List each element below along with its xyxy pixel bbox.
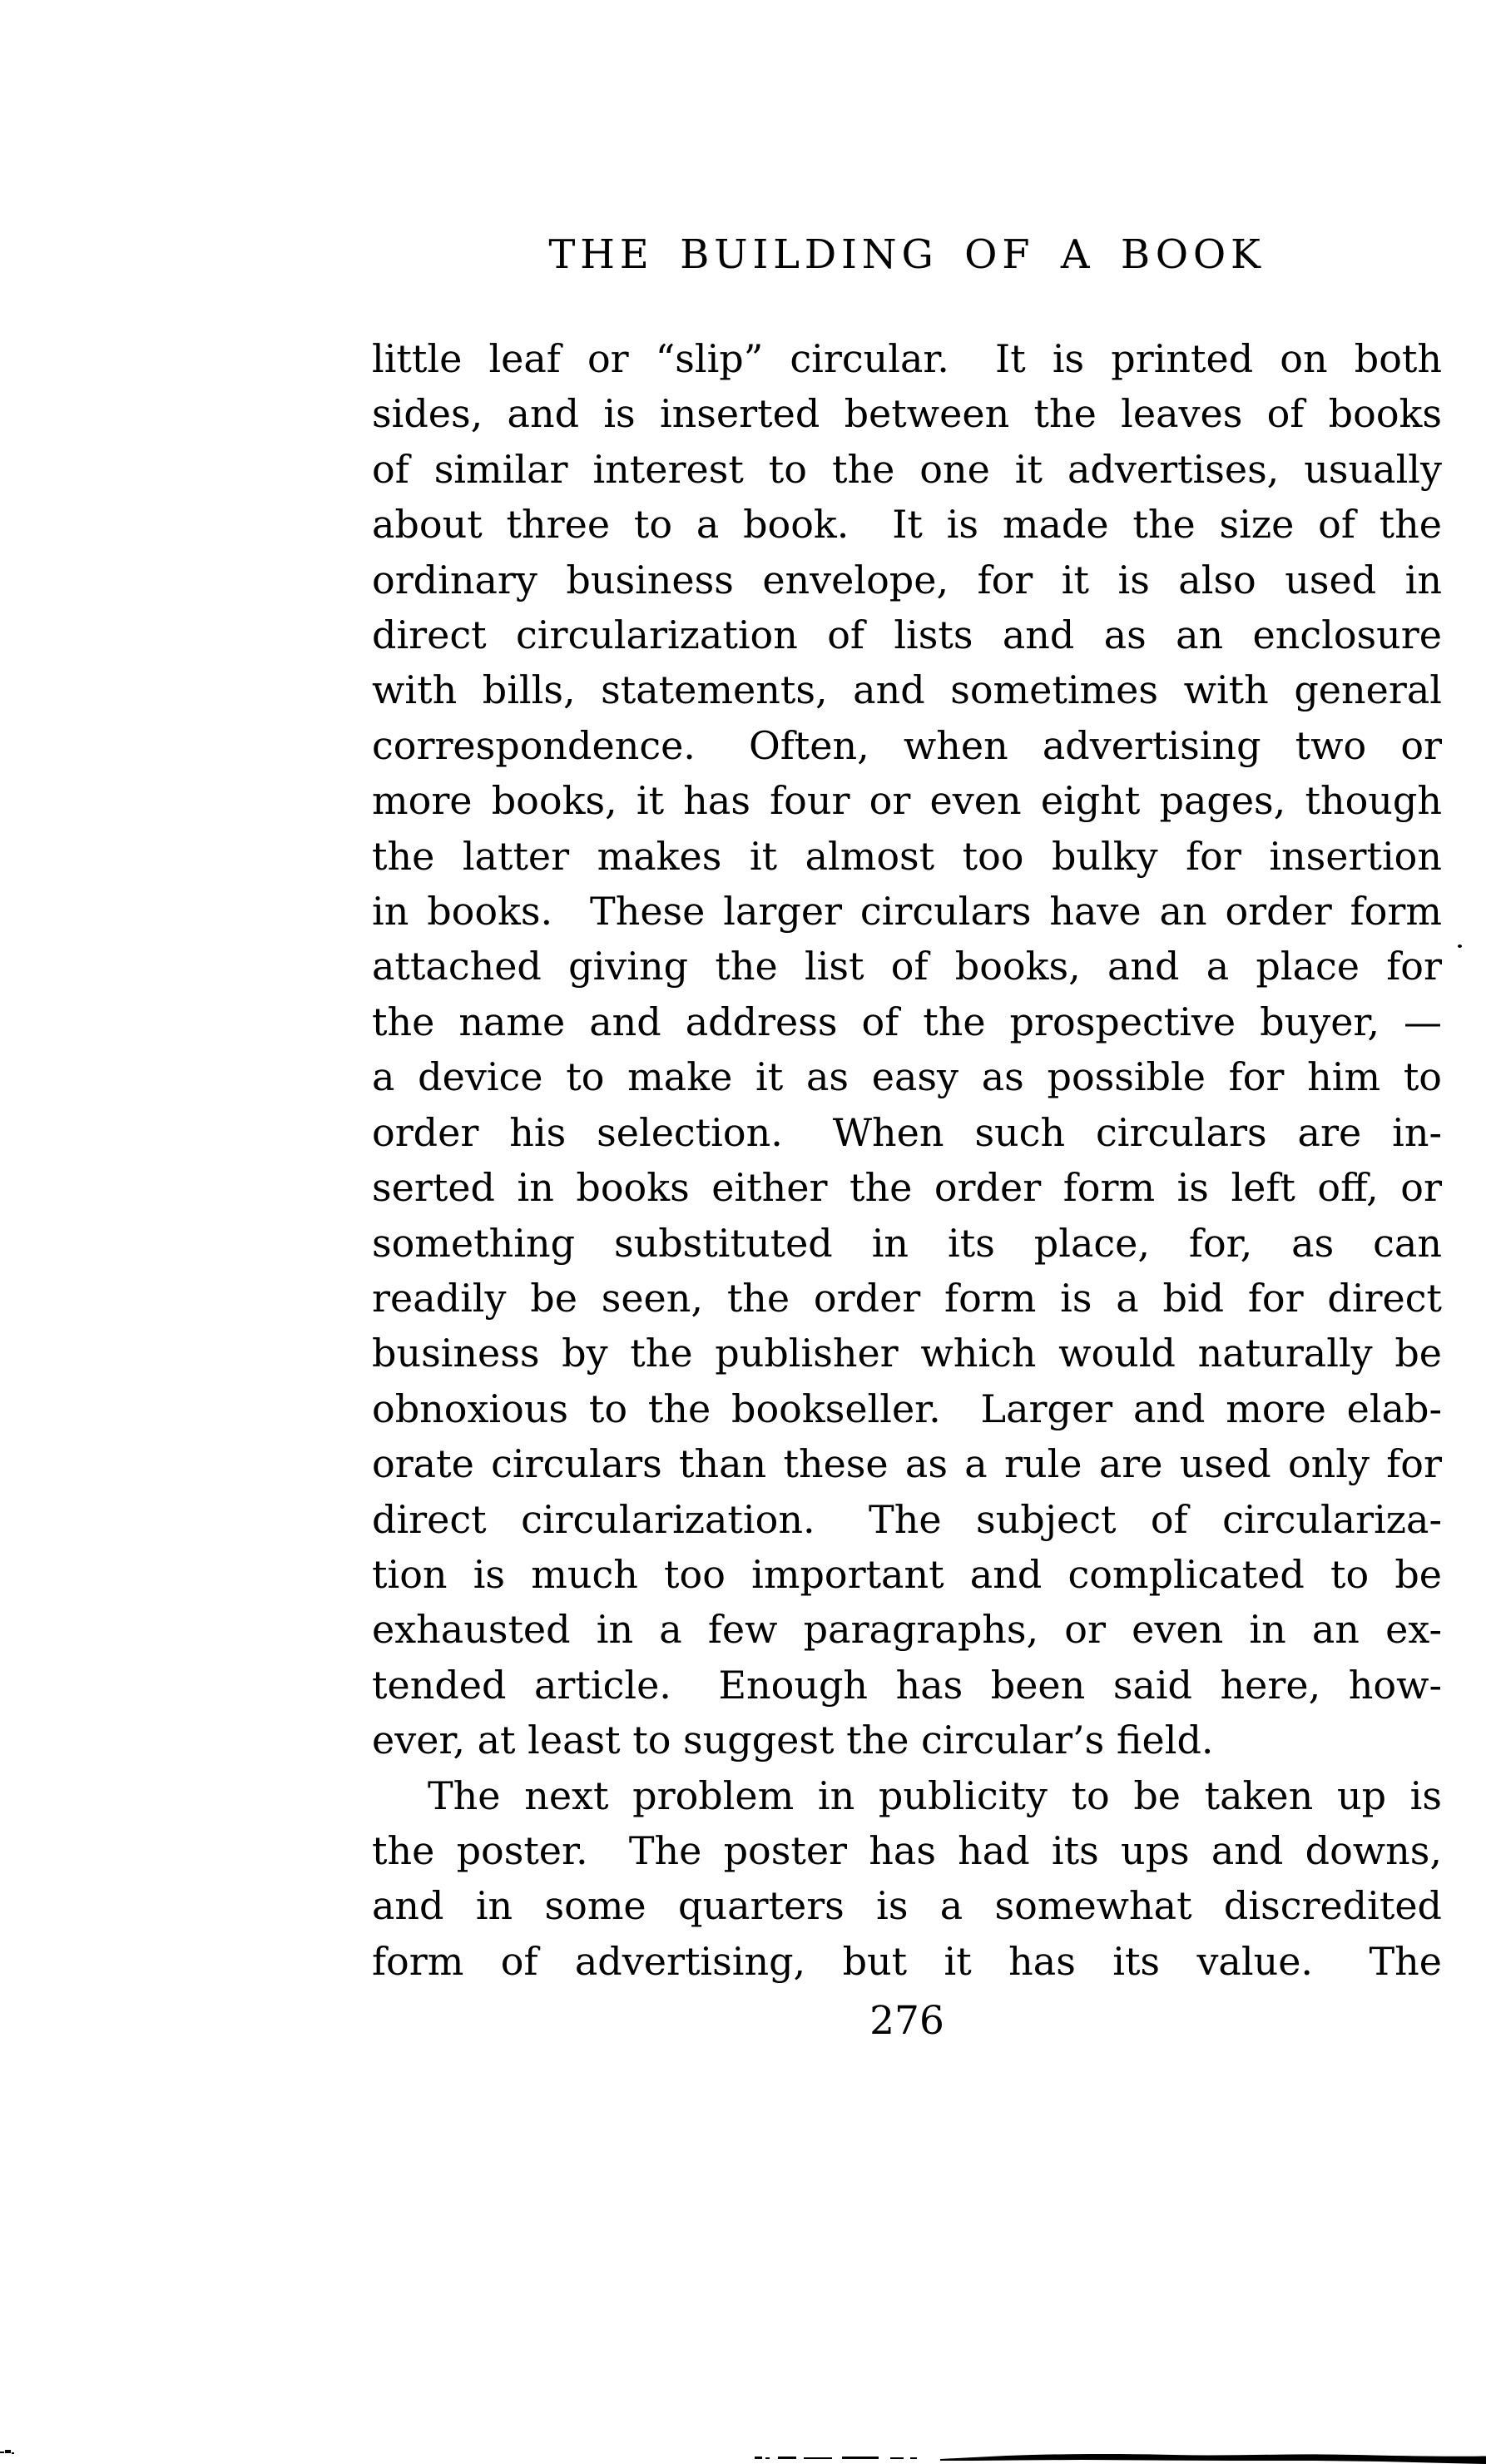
scan-artifact-bottom-edge: [732, 2445, 1486, 2464]
text-line: and in some quarters is a somewhat discredited: [372, 1883, 1442, 1929]
scan-artifact-speck: [1458, 944, 1462, 948]
text-line: attached giving the list of books, and a place for: [372, 944, 1442, 989]
text-line: orate circulars than these as a rule are used only for: [372, 1441, 1442, 1487]
text-line: direct circularization. The subject of circulariza-: [372, 1496, 1442, 1542]
text-line: exhausted in a few paragraphs, or even in an ex-: [372, 1607, 1442, 1653]
text-line: tion is much too important and complicated to be: [372, 1551, 1442, 1597]
text-block: [372, 331, 1442, 1989]
text-line: sides, and is inserted between the leaves of books: [372, 391, 1442, 437]
text-line: serted in books either the order form is left off, or: [372, 1165, 1442, 1211]
text-line: direct circularization of lists and as an enclosure: [372, 612, 1442, 658]
text-line: with bills, statements, and sometimes with general: [372, 667, 1442, 713]
text-line: the latter makes it almost too bulky for insertion: [372, 833, 1442, 879]
text-line: The next problem in publicity to be taken up is: [428, 1772, 1442, 1818]
text-line: something substituted in its place, for, as can: [372, 1220, 1442, 1266]
text-line: a device to make it as easy as possible for him to: [372, 1054, 1442, 1100]
text-line: of similar interest to the one it advertises, usually: [372, 446, 1442, 492]
text-line: more books, it has four or even eight pages, though: [372, 778, 1442, 824]
text-line: the name and address of the prospective buyer, —: [372, 999, 1442, 1044]
text-line: ordinary business envelope, for it is also used in: [372, 557, 1442, 602]
text-line: obnoxious to the bookseller. Larger and more elab-: [372, 1386, 1442, 1431]
text-line: the poster. The poster has had its ups and downs,: [372, 1827, 1442, 1873]
text-line: readily be seen, the order form is a bid for direct: [372, 1275, 1442, 1321]
text-line: about three to a book. It is made the size of the: [372, 502, 1442, 548]
page-number: 276: [869, 1998, 944, 2044]
text-line: correspondence. Often, when advertising two or: [372, 722, 1442, 768]
text-line: tended article. Enough has been said here, how-: [372, 1662, 1442, 1708]
text-line: order his selection. When such circulars are in-: [372, 1109, 1442, 1155]
text-line: business by the publisher which would naturally be: [372, 1331, 1442, 1376]
running-head: THE BUILDING OF A BOOK: [548, 231, 1266, 278]
text-line: little leaf or “slip” circular. It is printed on both: [372, 336, 1442, 381]
scan-artifact-bottom-left: [0, 2448, 17, 2457]
text-line: ever, at least to suggest the circular’s field.: [372, 1718, 1214, 1763]
text-line: form of advertising, but it has its value. The: [372, 1938, 1442, 1984]
text-line: in books. These larger circulars have an order form: [372, 889, 1442, 935]
